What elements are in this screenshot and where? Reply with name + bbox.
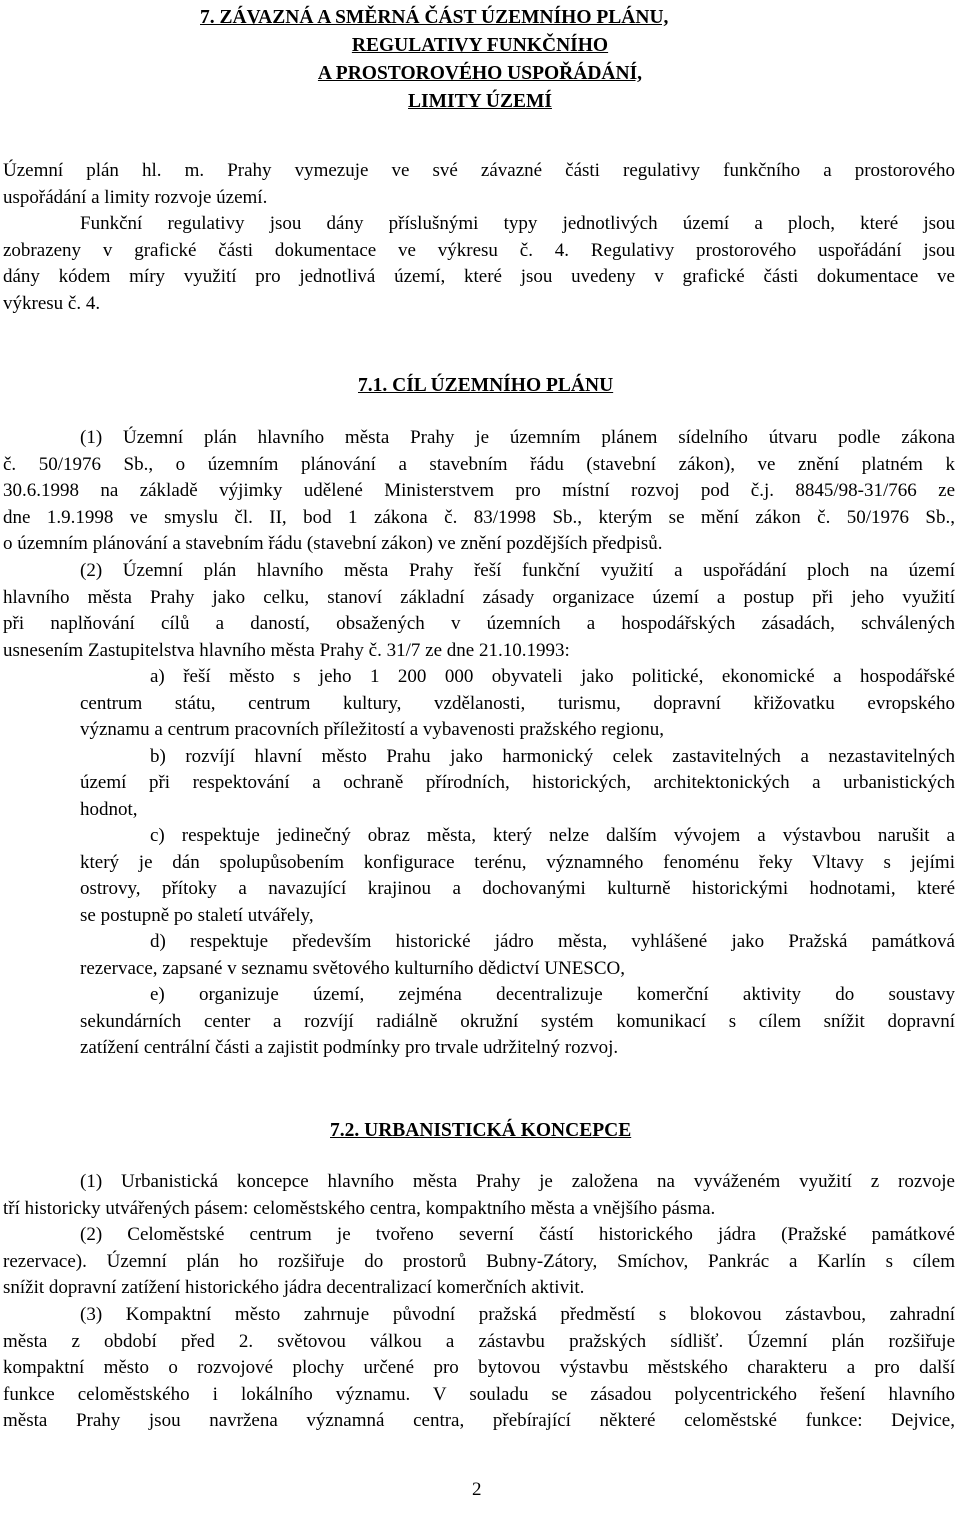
paragraph-line: kompaktní město o rozvojové plochy určené pro bytovou výstavbu městského charakteru a pro další xyxy=(3,1357,955,1378)
intro-paragraph xyxy=(3,158,955,317)
page-number: 2 xyxy=(472,1479,482,1500)
list-item-line: ostrovy, přítoky a navazující krajinou a dochovanými kulturně historickými hodnotami, které xyxy=(80,878,955,899)
chapter-title-line-1: 7. ZÁVAZNÁ A SMĚRNÁ ČÁST ÚZEMNÍHO PLÁNU, xyxy=(200,7,669,28)
list-item-line: centrum státu, centrum kultury, vzdělanosti, turismu, dopravní křižovatku evropského xyxy=(80,692,955,714)
intro-line: zobrazeny v grafické části dokumentace ve výkresu č. 4. Regulativy prostorového uspořádání jsou xyxy=(3,239,955,261)
list-item-b xyxy=(80,744,955,824)
intro-line: Územní plán hl. m. Prahy vymezuje ve své závazné části regulativy funkčního a prostorového xyxy=(3,160,955,181)
paragraph-line: (1) Urbanistická koncepce hlavního města Prahy je založena na vyváženém využití z rozvoje xyxy=(80,1171,955,1192)
chapter-title-line-2: REGULATIVY FUNKČNÍHO xyxy=(351,35,609,56)
paragraph-line: snížit dopravní zatížení historického jádra decentralizací komerčních aktivit. xyxy=(3,1277,585,1298)
list-item-e xyxy=(80,982,955,1062)
paragraph-line: rezervace). Územní plán ho rozšiřuje do prostorů Bubny-Zátory, Smíchov, Pankrác a Karlín s cílem xyxy=(3,1250,955,1272)
chapter-title-line-4: LIMITY ÚZEMÍ xyxy=(408,91,552,112)
chapter-title-line-3: A PROSTOROVÉHO USPOŘÁDÁNÍ, xyxy=(317,63,643,84)
paragraph-line: (3) Kompaktní město zahrnuje původní pražská předměstí s blokovou zástavbou, zahradní xyxy=(80,1304,955,1325)
paragraph-line: hlavního města Prahy jako celku, stanoví základní zásady organizace území a postup při jeho využití xyxy=(3,586,955,608)
section-heading-7-2: 7.2. URBANISTICKÁ KONCEPCE xyxy=(330,1120,632,1141)
list-item-line: se postupně po staletí utvářely, xyxy=(80,904,314,926)
list-item-line: e) organizuje území, zejména decentralizuje komerční aktivity do soustavy xyxy=(150,984,955,1005)
goals-list xyxy=(80,664,955,1062)
list-item-line: rezervace, zapsané v seznamu světového kulturního dědictví UNESCO, xyxy=(80,957,626,979)
paragraph-line: funkce celoměstského i lokálního významu. V souladu se zásadou polycentrického řešení hlavního xyxy=(3,1383,955,1405)
paragraph-line: města Prahy jsou navržena významná centra, přebírající některé celoměstské funkce: Dejvice, xyxy=(3,1410,955,1431)
paragraph-line: dne 1.9.1998 ve smyslu čl. II, bod 1 zákona č. 83/1998 Sb., kterým se mění zákon č. 50/1976 Sb., xyxy=(3,506,955,528)
list-item-line: b) rozvíjí hlavní město Prahu jako harmonický celek zastavitelných a nezastavitelných xyxy=(150,745,955,767)
chapter-title xyxy=(200,4,760,116)
list-item-a xyxy=(80,664,955,744)
paragraph-line: při naplňování cílů a daností, obsažených v územních a hospodářských zásadách, schválených xyxy=(3,613,955,634)
list-item-line: c) respektuje jedinečný obraz města, který nelze dalším vývojem a výstavbou narušit a xyxy=(150,825,955,846)
paragraph-line: č. 50/1976 Sb., o územním plánování a stavebním řádu (stavební zákon), ve znění platném k xyxy=(3,453,955,475)
list-item-line: který je dán spolupůsobením konfigurace terénu, významného fenoménu řeky Vltavy s jejími xyxy=(80,851,955,873)
section-7-1-paragraph-2 xyxy=(3,558,955,664)
paragraph-line: (2) Celoměstské centrum je tvořeno severní částí historického jádra (Pražské památkové xyxy=(80,1224,955,1245)
intro-line: Funkční regulativy jsou dány příslušnými typy jednotlivých území a ploch, které jsou xyxy=(80,213,955,234)
list-item-line: sekundárních center a rozvíjí radiálně okružní systém komunikací s cílem snížit dopravní xyxy=(80,1010,955,1032)
list-item-line: a) řeší město s jeho 1 200 000 obyvateli jako politické, ekonomické a hospodářské xyxy=(150,666,955,687)
paragraph-line: (2) Územní plán hlavního města Prahy řeší funkční využití a uspořádání ploch na území xyxy=(80,560,955,581)
list-item-line: zatížení centrální části a zajistit podmínky pro trvale udržitelný rozvoj. xyxy=(80,1037,619,1058)
list-item-line: hodnot, xyxy=(80,798,138,820)
paragraph-line: města z období před 2. světovou válkou a zástavbu pražských sídlišť. Územní plán rozšiřuje xyxy=(3,1330,955,1352)
list-item-d xyxy=(80,929,955,982)
paragraph-line: usnesením Zastupitelstva hlavního města Prahy č. 31/7 ze dne 21.10.1993: xyxy=(3,639,570,661)
paragraph-line: 30.6.1998 na základě výjimky udělené Ministerstvem pro místní rozvoj pod č.j. 8845/98-31/766 ze xyxy=(3,480,955,501)
intro-line: dány kódem míry využití pro jednotlivá území, které jsou uvedeny v grafické části dokumentace ve xyxy=(3,266,955,287)
list-item-line: d) respektuje především historické jádro města, vyhlášené jako Pražská památková xyxy=(150,931,955,952)
paragraph-line: o územním plánování a stavebním řádu (stavební zákon) ve znění pozdějších předpisů. xyxy=(3,533,663,554)
list-item-line: významu a centrum pracovních příležitostí a vybavenosti pražského regionu, xyxy=(80,719,665,740)
section-7-2-paragraph-1 xyxy=(3,1169,955,1222)
section-heading-7-1: 7.1. CÍL ÚZEMNÍHO PLÁNU xyxy=(358,375,614,396)
paragraph-line: (1) Územní plán hlavního města Prahy je územním plánem sídelního útvaru podle zákona xyxy=(80,427,955,448)
paragraph-line: tří historicky utvářených pásem: celoměstského centra, kompaktního města a vnějšího pásma. xyxy=(3,1197,716,1219)
list-item-line: území při respektování a ochraně přírodních, historických, architektonických a urbanistických xyxy=(80,772,955,793)
section-7-2-paragraph-3 xyxy=(3,1302,955,1435)
list-item-c xyxy=(80,823,955,929)
section-7-2-paragraph-2 xyxy=(3,1222,955,1302)
intro-line: uspořádání a limity rozvoje území. xyxy=(3,186,268,208)
intro-line: výkresu č. 4. xyxy=(3,292,101,314)
section-7-1-paragraph-1 xyxy=(3,425,955,558)
